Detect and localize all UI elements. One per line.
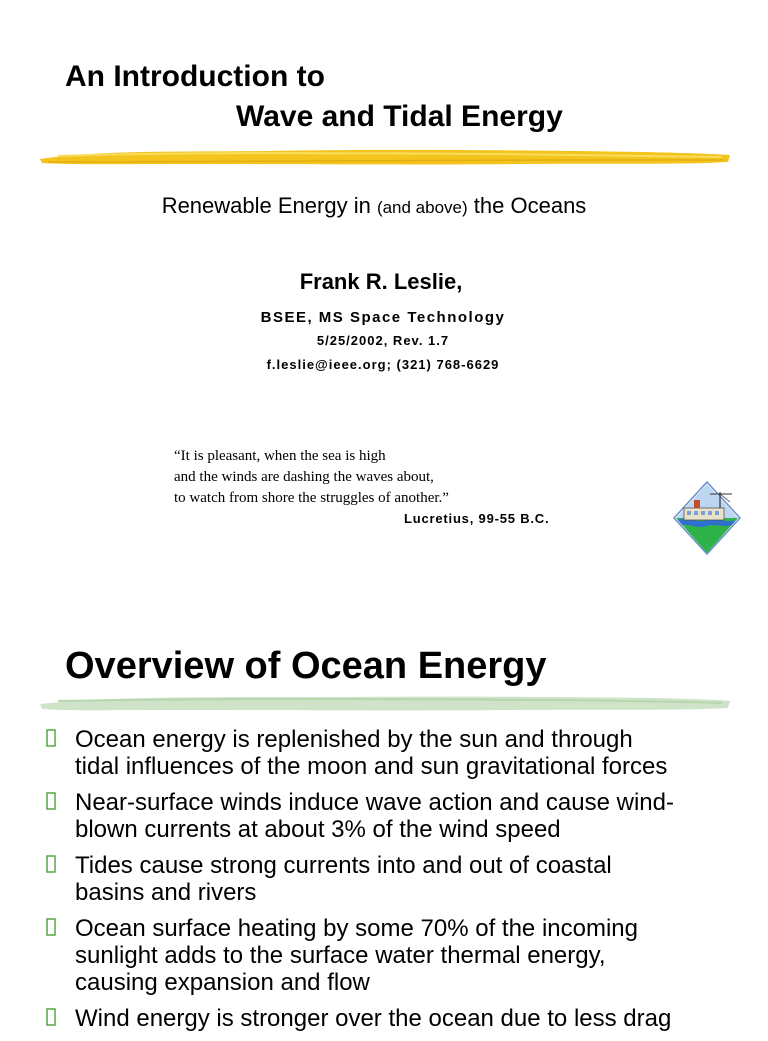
bullet-line: sunlight adds to the surface water thermal energy,: [75, 942, 606, 969]
quote-line: to watch from shore the struggles of another.”: [174, 490, 449, 506]
quote-line: and the winds are dashing the waves about,: [174, 469, 434, 485]
bullet-line: Near-surface winds induce wave action and cause wind-: [75, 789, 674, 816]
title-line-2: Wave and Tidal Energy: [236, 100, 563, 133]
title-line-1: An Introduction to: [65, 60, 325, 93]
author-name: Frank R. Leslie,: [299, 269, 463, 294]
quote-attribution: Lucretius, 99-55 B.C.: [404, 511, 550, 526]
bullet-line: blown currents at about 3% of the wind speed: [75, 816, 561, 843]
date-revision: 5/25/2002, Rev. 1.7: [316, 333, 450, 348]
quote-line: “It is pleasant, when the sea is high: [174, 448, 386, 464]
list-item: [0, 915, 768, 996]
bullet-line: causing expansion and flow: [75, 969, 370, 996]
hollow-bullet-icon: [46, 918, 56, 936]
hollow-bullet-icon: [46, 729, 56, 747]
bullet-line: Ocean surface heating by some 70% of the incoming: [75, 915, 638, 942]
yellow-brush-stroke: [38, 142, 732, 170]
green-brush-stroke: [38, 688, 732, 716]
hollow-bullet-icon: [46, 1008, 56, 1026]
bullet-line: tidal influences of the moon and sun gravitational forces: [75, 753, 668, 780]
subtitle-part-3: the Oceans: [467, 193, 587, 218]
list-item: [0, 726, 768, 780]
subtitle: [0, 192, 748, 222]
tidal-power-plant-logo-icon: [672, 478, 742, 558]
hollow-bullet-icon: [46, 792, 56, 810]
list-item: [0, 789, 768, 843]
subtitle-part-2: (and above): [376, 198, 468, 217]
author-credentials: BSEE, MS Space Technology: [260, 309, 506, 326]
list-item: [0, 852, 768, 906]
slide-title: Overview of Ocean Energy: [65, 645, 547, 687]
hollow-bullet-icon: [46, 855, 56, 873]
contact-info: f.leslie@ieee.org; (321) 768-6629: [266, 357, 500, 372]
bullet-line: Tides cause strong currents into and out of coastal: [75, 852, 612, 879]
bullet-list: [0, 726, 768, 1041]
quote: [174, 446, 449, 509]
bullet-line: Ocean energy is replenished by the sun and through: [75, 726, 633, 753]
list-item: [0, 1005, 768, 1032]
bullet-line: Wind energy is stronger over the ocean due to less drag: [75, 1005, 672, 1032]
bullet-line: basins and rivers: [75, 879, 257, 906]
subtitle-part-1: Renewable Energy in: [161, 193, 377, 218]
